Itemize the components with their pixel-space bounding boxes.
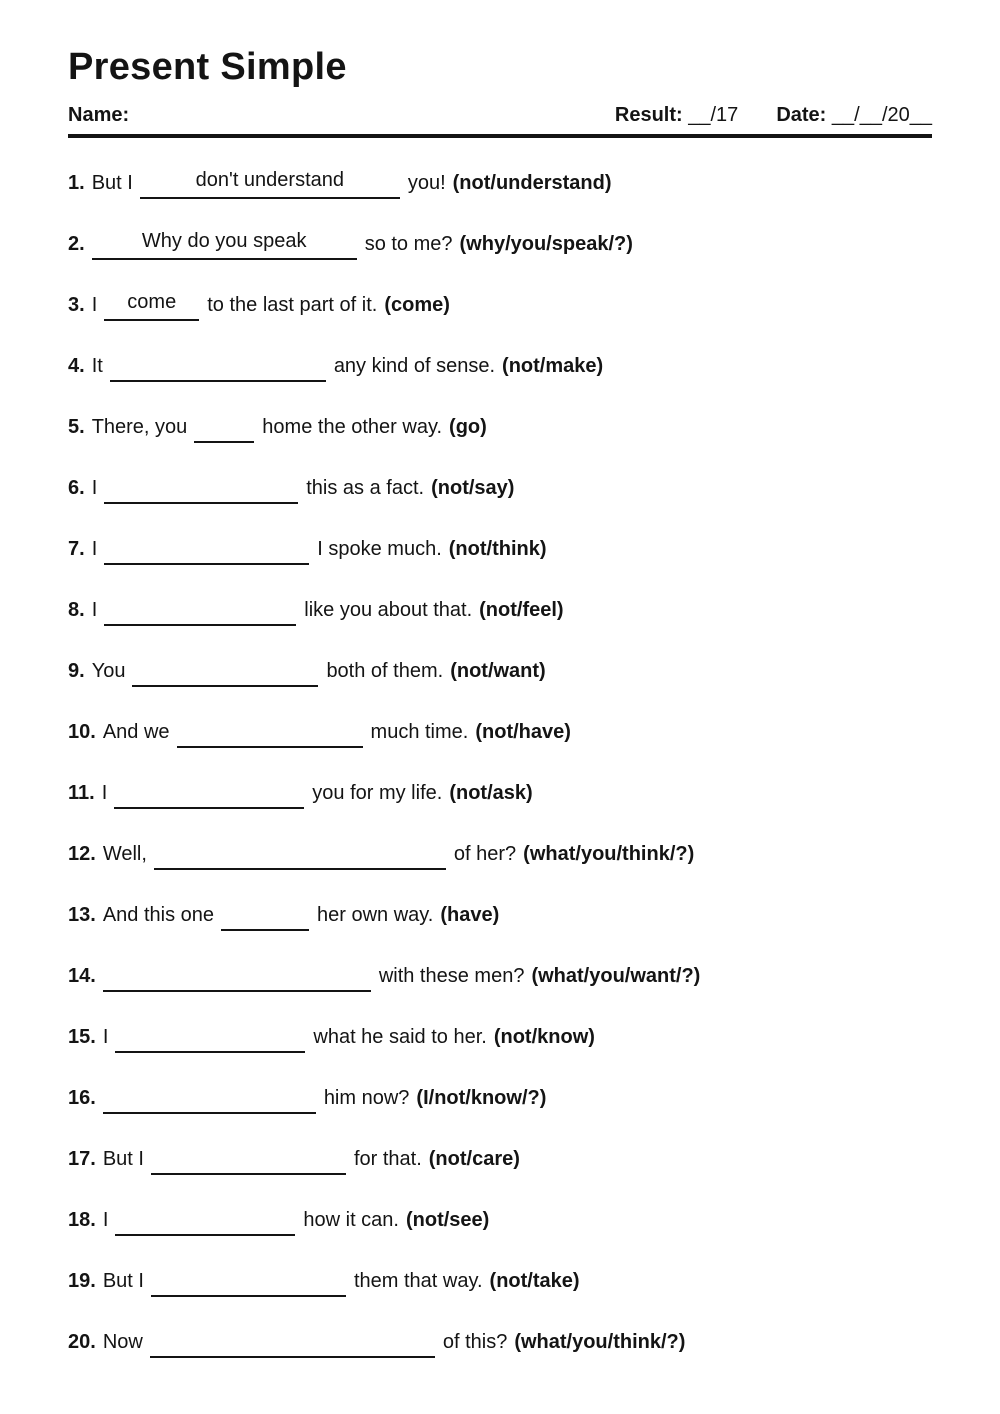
item-number: 10. bbox=[68, 721, 96, 743]
item-number: 15. bbox=[68, 1026, 96, 1048]
verb-hint: (what/you/think/?) bbox=[514, 1331, 686, 1353]
answer-text bbox=[114, 780, 304, 804]
verb-hint: (not/see) bbox=[405, 1209, 490, 1231]
item-number: 4. bbox=[68, 355, 85, 377]
answer-text bbox=[110, 353, 326, 377]
answer-text bbox=[177, 719, 363, 743]
item-number: 12. bbox=[68, 843, 96, 865]
sentence-suffix: you for my life. bbox=[312, 782, 443, 804]
exercise-item bbox=[68, 169, 932, 199]
sentence-suffix: you! bbox=[407, 172, 446, 194]
answer-blank[interactable] bbox=[104, 600, 296, 626]
sentence-prefix: I bbox=[101, 782, 108, 804]
item-number: 5. bbox=[68, 416, 85, 438]
header-divider bbox=[68, 134, 932, 138]
sentence-prefix: And we bbox=[102, 721, 170, 743]
exercise-item bbox=[68, 230, 932, 260]
verb-hint: (not/think) bbox=[448, 538, 547, 560]
answer-blank[interactable] bbox=[154, 844, 446, 870]
exercise-item bbox=[68, 962, 932, 992]
answer-blank[interactable] bbox=[140, 169, 400, 199]
sentence-prefix: Now bbox=[102, 1331, 143, 1353]
answer-text bbox=[150, 1329, 435, 1353]
name-label: Name: bbox=[68, 104, 130, 126]
verb-hint: (not/take) bbox=[489, 1270, 580, 1292]
sentence-suffix: them that way. bbox=[353, 1270, 483, 1292]
exercise-item bbox=[68, 657, 932, 687]
item-number: 20. bbox=[68, 1331, 96, 1353]
item-number: 11. bbox=[68, 782, 95, 804]
answer-blank[interactable] bbox=[132, 661, 318, 687]
verb-hint: (why/you/speak/?) bbox=[459, 233, 633, 255]
sentence-prefix: There, you bbox=[91, 416, 188, 438]
answer-text bbox=[104, 475, 298, 499]
answer-blank[interactable] bbox=[115, 1027, 305, 1053]
exercise-item bbox=[68, 352, 932, 382]
exercise-item bbox=[68, 1267, 932, 1297]
item-number: 16. bbox=[68, 1087, 96, 1109]
sentence-suffix: for that. bbox=[353, 1148, 422, 1170]
sentence-suffix: of her? bbox=[453, 843, 517, 865]
sentence-suffix: home the other way. bbox=[262, 416, 443, 438]
answer-text bbox=[151, 1268, 346, 1292]
exercise-list bbox=[68, 169, 932, 1358]
sentence-suffix: what he said to her. bbox=[313, 1026, 487, 1048]
exercise-item bbox=[68, 535, 932, 565]
verb-hint: (not/care) bbox=[428, 1148, 520, 1170]
verb-hint: (what/you/think/?) bbox=[523, 843, 695, 865]
verb-hint: (not/have) bbox=[475, 721, 571, 743]
sentence-suffix: how it can. bbox=[303, 1209, 399, 1231]
sentence-prefix: I bbox=[91, 599, 98, 621]
item-number: 18. bbox=[68, 1209, 96, 1231]
sentence-prefix: I bbox=[91, 477, 98, 499]
answer-blank[interactable] bbox=[177, 722, 363, 748]
result-label: Result: bbox=[614, 104, 683, 126]
sentence-suffix: so to me? bbox=[364, 233, 453, 255]
answer-blank[interactable] bbox=[103, 966, 371, 992]
item-number: 14. bbox=[68, 965, 96, 987]
verb-hint: (not/say) bbox=[431, 477, 515, 499]
sentence-prefix: But I bbox=[102, 1148, 144, 1170]
item-number: 8. bbox=[68, 599, 85, 621]
verb-hint: (I/not/know/?) bbox=[416, 1087, 547, 1109]
item-number: 13. bbox=[68, 904, 96, 926]
sentence-suffix: much time. bbox=[370, 721, 469, 743]
date-label: Date: bbox=[776, 104, 827, 126]
exercise-item bbox=[68, 779, 932, 809]
sentence-suffix: to the last part of it. bbox=[207, 294, 378, 316]
answer-text bbox=[115, 1024, 305, 1048]
verb-hint: (not/ask) bbox=[449, 782, 533, 804]
sentence-prefix: Well, bbox=[102, 843, 147, 865]
answer-text bbox=[194, 414, 254, 438]
item-number: 9. bbox=[68, 660, 85, 682]
result-field bbox=[615, 104, 738, 127]
sentence-prefix: I bbox=[91, 294, 98, 316]
answer-text bbox=[132, 658, 318, 682]
answer-text bbox=[103, 963, 371, 987]
answer-blank[interactable] bbox=[194, 417, 254, 443]
exercise-item bbox=[68, 474, 932, 504]
exercise-item bbox=[68, 1328, 932, 1358]
item-number: 6. bbox=[68, 477, 85, 499]
answer-text: don't understand bbox=[195, 169, 345, 191]
answer-blank[interactable] bbox=[103, 1088, 316, 1114]
sentence-prefix: I bbox=[91, 538, 98, 560]
answer-blank[interactable] bbox=[115, 1210, 295, 1236]
answer-blank[interactable] bbox=[150, 1332, 435, 1358]
item-number: 1. bbox=[68, 172, 85, 194]
sentence-prefix: And this one bbox=[102, 904, 215, 926]
item-number: 17. bbox=[68, 1148, 96, 1170]
verb-hint: (have) bbox=[440, 904, 500, 926]
verb-hint: (not/make) bbox=[502, 355, 604, 377]
answer-blank[interactable] bbox=[151, 1271, 346, 1297]
answer-blank[interactable] bbox=[221, 905, 309, 931]
exercise-item bbox=[68, 413, 932, 443]
exercise-item bbox=[68, 1084, 932, 1114]
sentence-suffix: with these men? bbox=[378, 965, 525, 987]
meta-right-group bbox=[615, 104, 932, 127]
verb-hint: (go) bbox=[449, 416, 487, 438]
sentence-prefix: I bbox=[102, 1209, 109, 1231]
verb-hint: (not/want) bbox=[450, 660, 546, 682]
answer-text bbox=[104, 597, 296, 621]
result-value: __/17 bbox=[688, 104, 739, 126]
exercise-item bbox=[68, 1145, 932, 1175]
sentence-suffix: any kind of sense. bbox=[333, 355, 496, 377]
answer-blank[interactable] bbox=[114, 783, 304, 809]
sentence-suffix: this as a fact. bbox=[306, 477, 425, 499]
answer-text: come bbox=[127, 291, 177, 313]
answer-text bbox=[154, 841, 446, 865]
answer-text bbox=[103, 1085, 316, 1109]
worksheet-title: Present Simple bbox=[68, 46, 347, 88]
verb-hint: (come) bbox=[384, 294, 450, 316]
date-field bbox=[776, 104, 932, 127]
answer-blank[interactable] bbox=[104, 539, 309, 565]
sentence-prefix: But I bbox=[102, 1270, 144, 1292]
answer-text bbox=[104, 536, 309, 560]
worksheet-meta-row bbox=[68, 104, 932, 127]
sentence-suffix: her own way. bbox=[317, 904, 434, 926]
sentence-prefix: But I bbox=[91, 172, 133, 194]
sentence-suffix: like you about that. bbox=[304, 599, 473, 621]
verb-hint: (not/know) bbox=[493, 1026, 595, 1048]
sentence-suffix: him now? bbox=[323, 1087, 410, 1109]
exercise-item bbox=[68, 291, 932, 321]
verb-hint: (not/feel) bbox=[479, 599, 564, 621]
sentence-prefix: It bbox=[91, 355, 103, 377]
exercise-item bbox=[68, 840, 932, 870]
item-number: 3. bbox=[68, 294, 85, 316]
verb-hint: (not/understand) bbox=[452, 172, 612, 194]
item-number: 2. bbox=[68, 233, 85, 255]
sentence-prefix: I bbox=[102, 1026, 109, 1048]
exercise-item bbox=[68, 1206, 932, 1236]
verb-hint: (what/you/want/?) bbox=[531, 965, 701, 987]
exercise-item bbox=[68, 718, 932, 748]
answer-blank[interactable] bbox=[104, 291, 199, 321]
exercise-item bbox=[68, 901, 932, 931]
item-number: 19. bbox=[68, 1270, 96, 1292]
answer-blank[interactable] bbox=[110, 356, 326, 382]
exercise-item bbox=[68, 1023, 932, 1053]
date-value: __/__/20__ bbox=[831, 104, 932, 126]
answer-text bbox=[115, 1207, 295, 1231]
answer-text bbox=[221, 902, 309, 926]
answer-blank[interactable] bbox=[92, 230, 357, 260]
exercise-item bbox=[68, 596, 932, 626]
sentence-suffix: of this? bbox=[442, 1331, 508, 1353]
answer-blank[interactable] bbox=[104, 478, 298, 504]
sentence-suffix: both of them. bbox=[326, 660, 444, 682]
answer-text: Why do you speak bbox=[141, 230, 307, 252]
sentence-suffix: I spoke much. bbox=[317, 538, 442, 560]
answer-text bbox=[151, 1146, 346, 1170]
answer-blank[interactable] bbox=[151, 1149, 346, 1175]
item-number: 7. bbox=[68, 538, 85, 560]
sentence-prefix: You bbox=[91, 660, 126, 682]
